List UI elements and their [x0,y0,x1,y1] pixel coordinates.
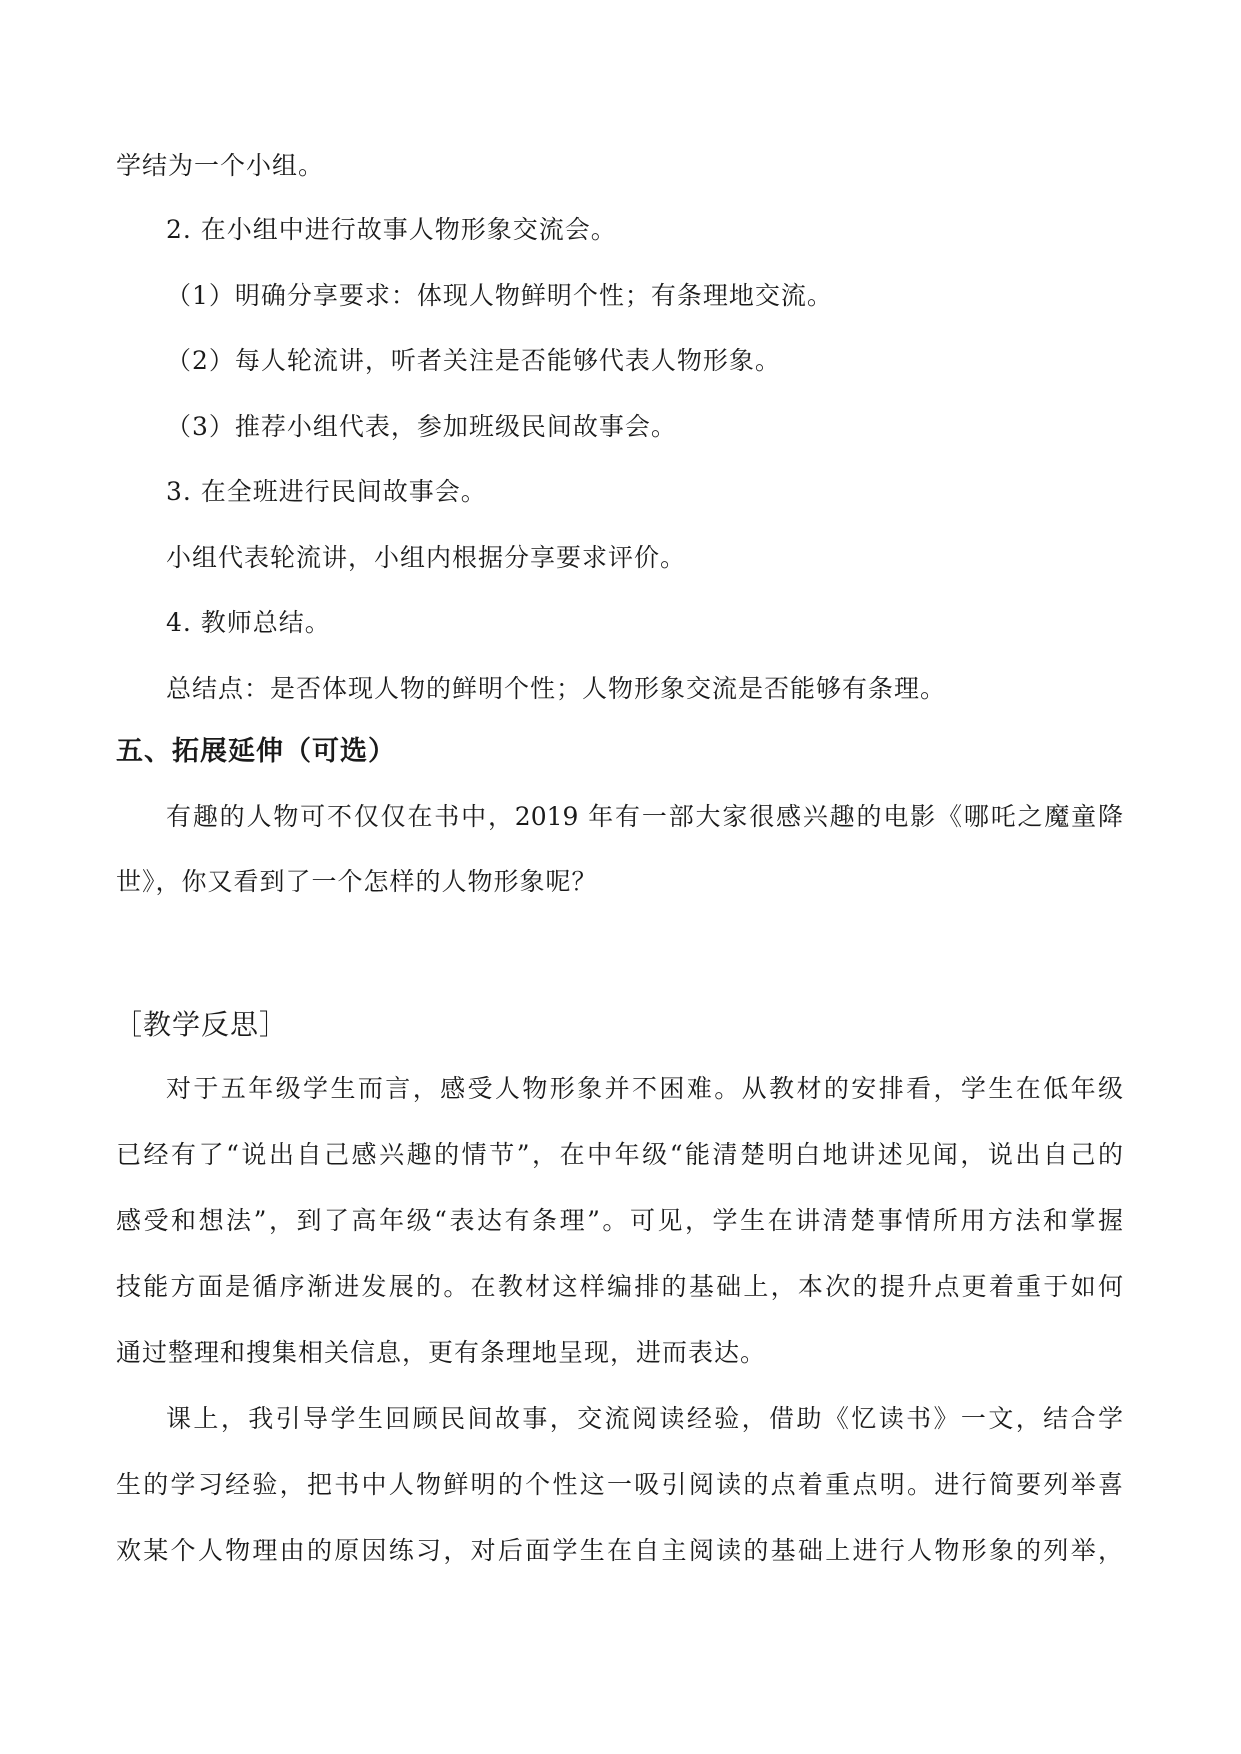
reflection-p1-line-3: 感受和想法”，到了高年级“表达有条理”。可见，学生在讲清楚事情所用方法和掌握 [116,1206,1123,1235]
step-2-sub-3: （3）推荐小组代表，参加班级民间故事会。 [166,412,677,441]
section-5-paragraph-line-2: 世》，你又看到了一个怎样的人物形象呢？ [116,867,598,896]
reflection-p2-line-1: 课上，我引导学生回顾民间故事，交流阅读经验，借助《忆读书》一文，结合学 [166,1404,1123,1433]
reflection-p1-line-1: 对于五年级学生而言，感受人物形象并不困难。从教材的安排看，学生在低年级 [166,1074,1123,1103]
section-5-paragraph-line-1: 有趣的人物可不仅仅在书中，2019 年有一部大家很感兴趣的电影《哪吒之魔童降 [166,802,1123,831]
reflection-heading: ［教学反思］ [114,1008,289,1041]
step-4-text: 总结点：是否体现人物的鲜明个性；人物形象交流是否能够有条理。 [166,674,947,703]
step-3-text: 小组代表轮流讲，小组内根据分享要求评价。 [166,543,687,572]
step-2-sub-2: （2）每人轮流讲，听者关注是否能够代表人物形象。 [166,346,781,375]
reflection-p1-line-2: 已经有了“说出自己感兴趣的情节”，在中年级“能清楚明白地讲述见闻，说出自己的 [116,1140,1123,1169]
step-3: 3. 在全班进行民间故事会。 [166,477,487,506]
reflection-p2-line-3: 欢某个人物理由的原因练习，对后面学生在自主阅读的基础上进行人物形象的列举， [116,1536,1123,1565]
reflection-p1-line-5: 通过整理和搜集相关信息，更有条理地呈现，进而表达。 [116,1338,767,1367]
reflection-p1-line-4: 技能方面是循序渐进发展的。在教材这样编排的基础上，本次的提升点更着重于如何 [116,1272,1123,1301]
step-4: 4. 教师总结。 [166,608,331,637]
step-2-sub-1: （1）明确分享要求：体现人物鲜明个性；有条理地交流。 [166,281,833,310]
step-2: 2. 在小组中进行故事人物形象交流会。 [166,215,617,244]
reflection-p2-line-2: 生的学习经验，把书中人物鲜明的个性这一吸引阅读的点着重点明。进行简要列举喜 [116,1470,1123,1499]
paragraph-continuation: 学结为一个小组。 [116,151,325,180]
section-5-heading: 五、拓展延伸（可选） [116,736,396,767]
